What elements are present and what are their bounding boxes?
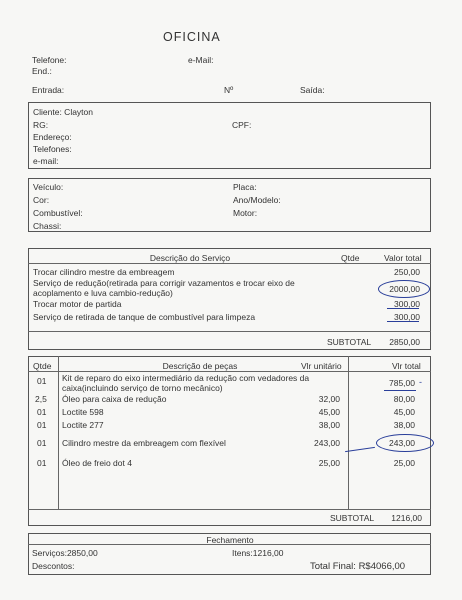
part-row-4-unit: 38,00 <box>318 420 340 430</box>
telefone-label: Telefone: <box>32 55 67 65</box>
cpf-field: CPF: <box>232 120 252 130</box>
part-row-2-desc: Óleo para caixa de redução <box>62 394 167 404</box>
part-row-6-qtde: 01 <box>37 458 47 468</box>
part-row-2-qtde: 2,5 <box>35 394 47 404</box>
services-header-divider <box>28 263 431 264</box>
veiculo-field: Veículo: <box>33 182 64 192</box>
closing-itens: Itens:1216,00 <box>232 548 284 558</box>
service-row-1-valor: 250,00 <box>394 267 420 277</box>
service-row-2-desc2: acoplamento e luva cambio-redução) <box>33 288 173 298</box>
service-row-4-desc: Serviço de retirada de tanque de combustível para limpeza <box>33 312 256 322</box>
service-row-3-valor: 300,00 <box>394 299 420 309</box>
part-row-1-desc2: caixa(incluindo serviço de torno mecânico) <box>62 383 223 393</box>
part-row-2-total: 80,00 <box>393 394 415 404</box>
parts-header-descricao: Descrição de peças <box>162 361 238 371</box>
numero-label: Nº <box>224 85 234 95</box>
pen-underline-service-4 <box>387 321 419 322</box>
pen-circle-service-2 <box>378 280 430 298</box>
service-row-2-valor: 2000,00 <box>389 284 420 294</box>
parts-header-divider <box>28 371 431 372</box>
endereco-field: Endereço: <box>33 132 72 142</box>
parts-subtotal-label: SUBTOTAL <box>330 513 375 523</box>
pen-underline-part-1 <box>384 390 416 391</box>
service-row-1-desc: Trocar cilindro mestre da embreagem <box>33 267 175 277</box>
cor-field: Cor: <box>33 195 50 205</box>
services-subtotal-label: SUBTOTAL <box>327 337 372 347</box>
entrada-label: Entrada: <box>32 85 65 95</box>
parts-header-qtde: Qtde <box>33 361 52 371</box>
part-row-1-qtde: 01 <box>37 376 47 386</box>
email-label: e-Mail: <box>188 55 214 65</box>
page-title: OFICINA <box>163 30 221 44</box>
pen-dash-mark: - <box>419 377 422 387</box>
part-row-5-total: 243,00 <box>389 438 415 448</box>
motor-field: Motor: <box>233 208 258 218</box>
service-row-2-desc: Serviço de redução(retirada para corrigir vazamentos e trocar eixo de <box>33 278 295 288</box>
closing-total: Total Final: R$4066,00 <box>310 561 406 572</box>
rg-field: RG: <box>33 120 49 130</box>
ano-modelo-field: Ano/Modelo: <box>233 195 281 205</box>
services-header-valor: Valor total <box>384 253 422 263</box>
saida-label: Saída: <box>300 85 325 95</box>
part-row-4-qtde: 01 <box>37 420 47 430</box>
part-row-3-unit: 45,00 <box>318 407 340 417</box>
client-email-field: e-mail: <box>33 156 59 166</box>
cliente-field: Cliente: Clayton <box>33 107 94 117</box>
part-row-1-total: 785,00 <box>389 378 415 388</box>
part-row-6-unit: 25,00 <box>318 458 340 468</box>
telefones-field: Telefones: <box>33 144 72 154</box>
part-row-4-desc: Loctite 277 <box>62 420 104 430</box>
parts-header-total: Vlr total <box>392 361 421 371</box>
part-row-1-desc: Kit de reparo do eixo intermediário da redução com vedadores da <box>62 373 310 383</box>
part-row-5-qtde: 01 <box>37 438 47 448</box>
part-row-3-qtde: 01 <box>37 407 47 417</box>
parts-col-divider-2 <box>348 356 349 509</box>
part-row-2-unit: 32,00 <box>318 394 340 404</box>
part-row-4-total: 38,00 <box>393 420 415 430</box>
end-label: End.: <box>32 66 52 76</box>
pen-underline-service-3 <box>387 308 419 309</box>
pen-circle-part-5 <box>376 434 434 452</box>
service-row-3-desc: Trocar motor de partida <box>33 299 122 309</box>
parts-subtotal-value: 1216,00 <box>391 513 422 523</box>
chassi-field: Chassi: <box>33 221 62 231</box>
parts-col-divider-1 <box>58 356 59 509</box>
parts-subtotal-divider <box>28 509 431 510</box>
vehicle-box <box>28 178 431 232</box>
part-row-3-total: 45,00 <box>393 407 415 417</box>
part-row-5-unit: 243,00 <box>314 438 340 448</box>
services-header-descricao: Descrição do Serviço <box>149 253 231 263</box>
part-row-5-desc: Cilindro mestre da embreagem com flexível <box>62 438 226 448</box>
closing-title: Fechamento <box>206 535 254 545</box>
part-row-6-desc: Óleo de freio dot 4 <box>62 458 132 468</box>
services-subtotal-divider <box>28 331 431 332</box>
part-row-3-desc: Loctite 598 <box>62 407 104 417</box>
services-header-qtde: Qtde <box>341 253 360 263</box>
part-row-6-total: 25,00 <box>393 458 415 468</box>
placa-field: Placa: <box>233 182 257 192</box>
closing-descontos: Descontos: <box>32 561 75 571</box>
closing-servicos: Serviços:2850,00 <box>32 548 98 558</box>
combustivel-field: Combustível: <box>33 208 83 218</box>
service-row-4-valor: 300,00 <box>394 312 420 322</box>
parts-header-unit: Vlr unitário <box>301 361 342 371</box>
services-subtotal-value: 2850,00 <box>389 337 420 347</box>
